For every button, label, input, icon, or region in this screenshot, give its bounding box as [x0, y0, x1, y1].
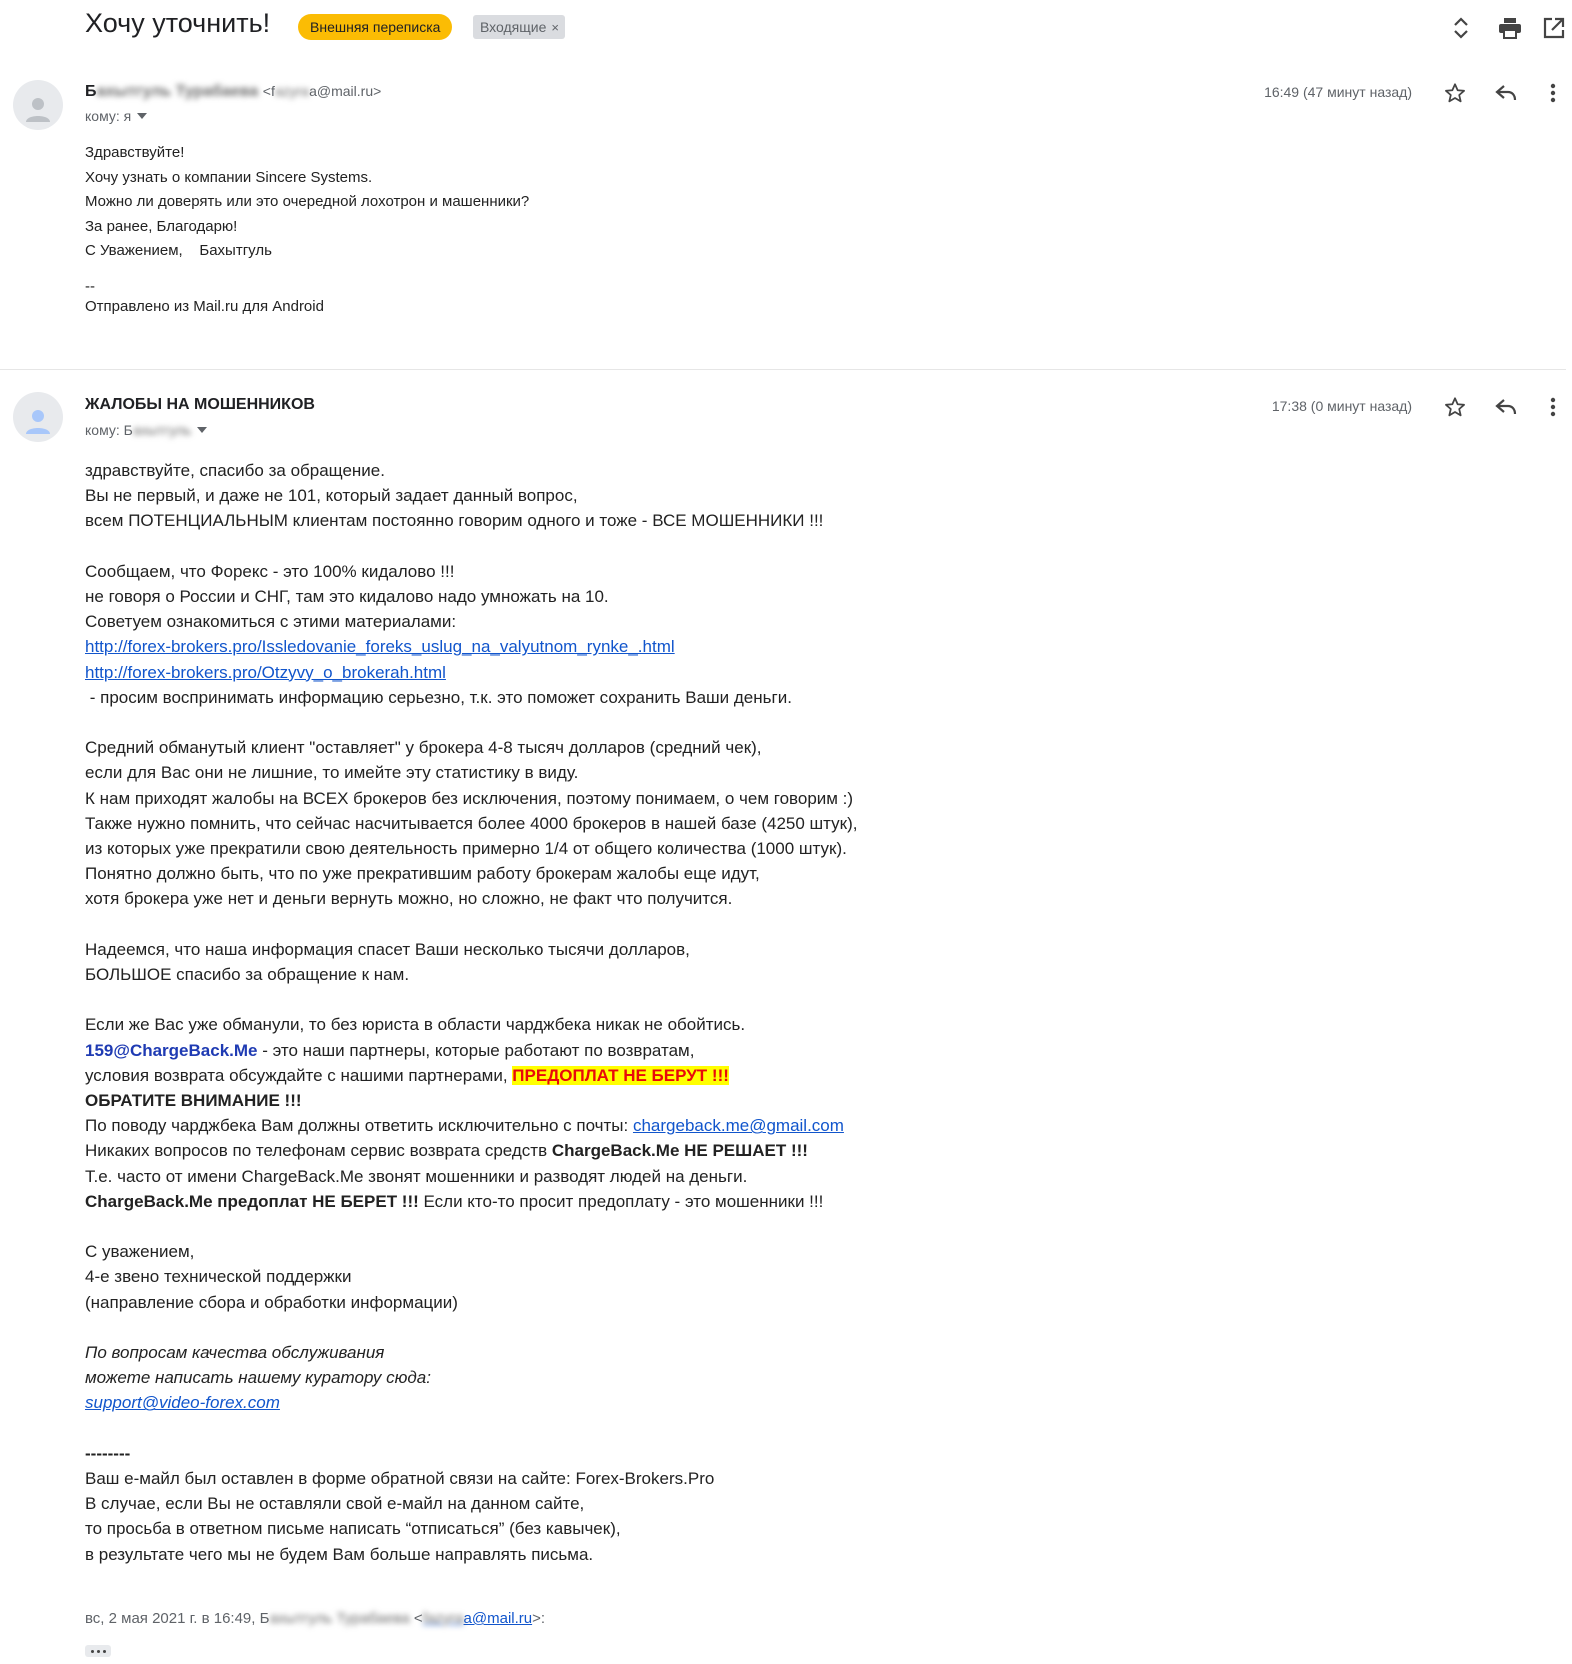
person-icon: [18, 90, 58, 130]
person-icon: [18, 402, 58, 442]
recipients-label: кому: я: [85, 108, 132, 124]
message2-time: 17:38 (0 минут назад): [1271, 398, 1412, 414]
body-line: из которых уже прекратили свою деятельность примерно 1/4 от общего количества (1000 штук).: [85, 839, 847, 859]
body-line: В случае, если Вы не оставляли свой е-майл на данном сайте,: [85, 1494, 585, 1514]
star-icon[interactable]: [1440, 78, 1470, 108]
message-divider: [0, 369, 1566, 370]
separator-line: --------: [85, 1443, 131, 1463]
body-line: Сообщаем, что Форекс - это 100% кидалово !!!: [85, 561, 455, 581]
body-line: не говоря о России и СНГ, там это кидалово надо умножать на 10.: [85, 587, 609, 606]
body-line: С уважением,: [85, 1242, 195, 1262]
link-broker-reviews[interactable]: http://forex-brokers.pro/Otzyvy_o_brokerah.html: [85, 662, 446, 682]
body-line: Хочу узнать о компании Sincere Systems.: [85, 168, 373, 186]
signature-text: Отправлено из Mail.ru для Android: [85, 297, 324, 315]
message1-body: [85, 141, 529, 319]
body-line: По вопросам качества обслуживания: [85, 1343, 385, 1363]
caret-down-icon[interactable]: [197, 427, 207, 433]
label-inbox-text: Входящие: [480, 19, 547, 35]
expand-collapse-icon[interactable]: [1445, 12, 1477, 44]
link-chargeback-email[interactable]: chargeback.me@gmail.com: [632, 1116, 844, 1136]
show-trimmed-content-button[interactable]: [85, 1645, 111, 1657]
link-support-email[interactable]: support@video-forex.com: [85, 1393, 280, 1413]
body-line: здравствуйте, спасибо за обращение.: [85, 461, 385, 480]
message1-recipients[interactable]: [85, 108, 147, 124]
label-external-correspondence[interactable]: Внешняя переписка: [298, 14, 452, 40]
body-line: Здравствуйте!: [85, 144, 185, 161]
body-line: Вы не первый, и даже не 101, который задает данный вопрос,: [85, 486, 578, 506]
message2-body: [85, 458, 1085, 1567]
thread-subject: Хочу уточнить!: [85, 8, 271, 38]
body-line: К нам приходят жалобы на ВСЕХ брокеров без исключения, поэтому понимаем, о чем говорим :): [85, 788, 854, 808]
quoted-sender-email[interactable]: fazyraa@mail.ru: [422, 1610, 533, 1627]
star-icon[interactable]: [1440, 392, 1470, 422]
body-line: Можно ли доверять или это очередной лохотрон и машенники?: [85, 193, 530, 210]
more-vert-icon[interactable]: [1538, 78, 1568, 108]
quote-attribution: вс, 2 мая 2021 г. в 16:49, Бахытгуль Турабаева <fazyraa@mail.ru>:: [85, 1610, 546, 1627]
body-line: если для Вас они не лишние, то имейте эту статистику в виду.: [85, 763, 579, 783]
recipients-label: кому: Бахытгуль: [85, 422, 192, 438]
body-line: в результате чего мы не будем Вам больше направлять письма.: [85, 1544, 594, 1564]
dot: [91, 1650, 94, 1653]
body-line: 159@ChargeBack.Me - это наши партнеры, которые работают по возвратам,: [85, 1040, 695, 1060]
sender-avatar[interactable]: [13, 392, 63, 442]
body-line: можете написать нашему куратору сюда:: [85, 1368, 431, 1388]
dot: [97, 1650, 100, 1653]
print-icon[interactable]: [1494, 12, 1526, 44]
dot: [103, 1650, 106, 1653]
caret-down-icon[interactable]: [137, 113, 147, 119]
more-vert-icon[interactable]: [1538, 392, 1568, 422]
sender-email: <fazyraa@mail.ru>: [262, 83, 382, 99]
body-line: Если же Вас уже обманули, то без юриста в области чарджбека никак не обойтись.: [85, 1015, 746, 1035]
body-line: Также нужно помнить, что сейчас насчитывается более 4000 брокеров в нашей базе (4250 штук),: [85, 813, 858, 833]
body-line: Т.е. часто от имени ChargeBack.Me звонят мошенники и разводят людей на деньги.: [85, 1166, 748, 1186]
no-prepayment-highlight: ПРЕДОПЛАТ НЕ БЕРУТ !!!: [512, 1065, 729, 1085]
reply-icon[interactable]: [1491, 78, 1521, 108]
link-forex-research[interactable]: http://forex-brokers.pro/Issledovanie_foreks_uslug_na_valyutnom_rynke_.html: [85, 637, 675, 657]
body-line: (направление сбора и обработки информации): [85, 1292, 458, 1312]
body-line: Советуем ознакомиться с этими материалами:: [85, 612, 457, 632]
body-line: всем ПОТЕНЦИАЛЬНЫМ клиентам постоянно говорим одного и тоже - ВСЕ МОШЕННИКИ !!!: [85, 511, 824, 531]
body-line: то просьба в ответном письме написать “отписаться” (без кавычек),: [85, 1519, 621, 1539]
body-line: ChargeBack.Me предоплат НЕ БЕРЕТ !!! Если кто-то просит предоплату - это мошенники !!!: [85, 1191, 824, 1211]
open-in-new-window-icon[interactable]: [1538, 12, 1570, 44]
sender-name-blurred: ахытгуль Турабаева: [96, 83, 259, 100]
partner-email: 159@ChargeBack.Me: [85, 1040, 258, 1060]
message1-time: 16:49 (47 минут назад): [1264, 84, 1412, 100]
body-line: Надеемся, что наша информация спасет Ваши несколько тысячи долларов,: [85, 939, 690, 959]
body-line: условия возврата обсуждайте с нашими партнерами, ПРЕДОПЛАТ НЕ БЕРУТ !!!: [85, 1065, 729, 1085]
message1-sender[interactable]: [85, 83, 381, 101]
reply-icon[interactable]: [1491, 392, 1521, 422]
body-line: БОЛЬШОЕ спасибо за обращение к нам.: [85, 965, 410, 985]
sender-name-initial: Б: [85, 83, 97, 100]
body-line: Средний обманутый клиент "оставляет" у брокера 4-8 тысяч долларов (средний чек),: [85, 738, 762, 758]
body-line: Никаких вопросов по телефонам сервис возврата средств ChargeBack.Me НЕ РЕШАЕТ !!!: [85, 1141, 808, 1161]
body-line: За ранее, Благодарю!: [85, 217, 238, 235]
attention-heading: ОБРАТИТЕ ВНИМАНИЕ !!!: [85, 1091, 302, 1111]
label-inbox[interactable]: [473, 15, 565, 39]
sender-avatar[interactable]: [13, 80, 63, 130]
body-line: С Уважением, Бахытгуль: [85, 242, 272, 259]
message2-sender[interactable]: ЖАЛОБЫ НА МОШЕННИКОВ: [85, 396, 315, 413]
body-line: Понятно должно быть, что по уже прекратившим работу брокерам жалобы еще идут,: [85, 864, 760, 884]
signature-separator: --: [85, 277, 95, 295]
body-line: - просим воспринимать информацию серьезно, т.к. это поможет сохранить Ваши деньги.: [85, 687, 792, 707]
body-line: 4-е звено технической поддержки: [85, 1267, 352, 1287]
body-line: Ваш е-майл был оставлен в форме обратной связи на сайте: Forex-Brokers.Pro: [85, 1469, 715, 1489]
body-line: По поводу чарджбека Вам должны ответить исключительно с почты: chargeback.me@gmail.com: [85, 1116, 844, 1136]
message2-recipients[interactable]: [85, 422, 207, 438]
body-line: хотя брокера уже нет и деньги вернуть можно, но сложно, не факт что получится.: [85, 889, 733, 909]
remove-label-icon[interactable]: ×: [551, 20, 559, 35]
